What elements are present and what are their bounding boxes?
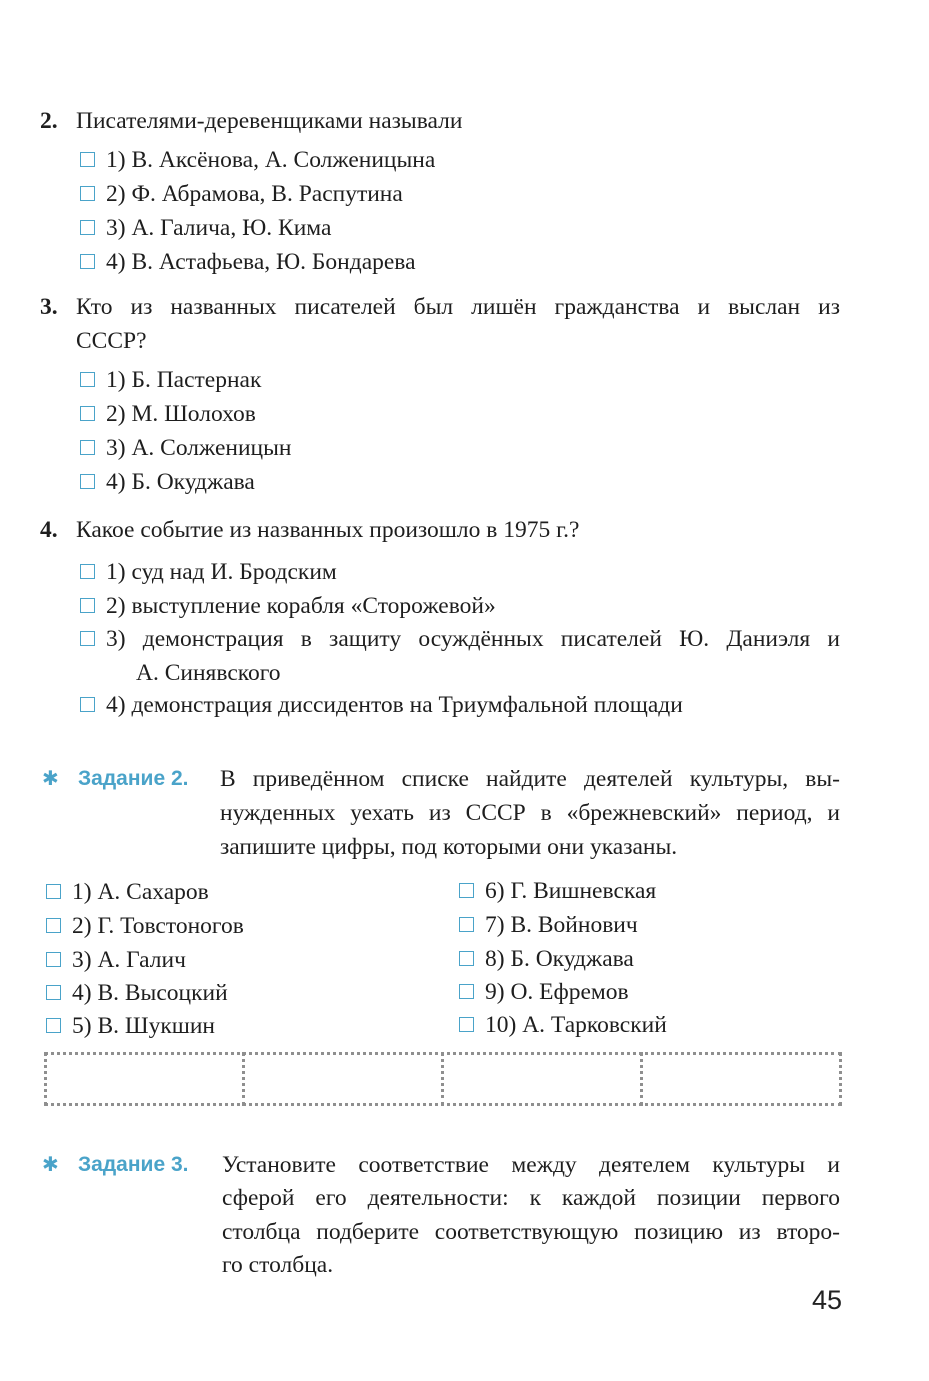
checkbox-icon[interactable] <box>80 152 95 167</box>
question-text: СССР? <box>76 328 147 354</box>
question-text: Писателями-деревенщиками называли <box>76 108 463 134</box>
checkbox-icon[interactable] <box>459 917 474 932</box>
option-label: 1) Б. Пастернак <box>106 367 262 393</box>
question-number: 3. <box>40 294 58 320</box>
task-3-title: Задание 3. <box>78 1153 189 1176</box>
option-label: 2) выступление корабля «Сторожевой» <box>106 593 496 619</box>
option-label: 3) демонстрация в защиту осуждённых писателей Ю. Даниэля и <box>106 626 840 652</box>
option-label: 2) Г. Товстоногов <box>72 913 244 939</box>
task-3-text: столбца подберите соответствующую позицию из второ- <box>222 1219 840 1245</box>
task-3-text: сферой его деятельности: к каждой позиции первого <box>222 1185 840 1211</box>
answer-grid <box>44 1052 842 1106</box>
answer-grid-divider <box>44 1052 47 1106</box>
option-label: 1) А. Сахаров <box>72 879 209 905</box>
checkbox-icon[interactable] <box>80 406 95 421</box>
option-label: 1) В. Аксёнова, А. Солженицына <box>106 147 436 173</box>
answer-grid-divider <box>839 1052 842 1106</box>
option-label: 4) В. Высоцкий <box>72 980 228 1006</box>
checkbox-icon[interactable] <box>80 631 95 646</box>
task-2-text: запишите цифры, под которыми они указаны. <box>220 834 678 860</box>
checkbox-icon[interactable] <box>80 564 95 579</box>
checkbox-icon[interactable] <box>459 1017 474 1032</box>
option-label: 1) суд над И. Бродским <box>106 559 337 585</box>
page-number: 45 <box>812 1285 843 1315</box>
checkbox-icon[interactable] <box>80 440 95 455</box>
answer-grid-divider <box>242 1052 245 1106</box>
option-label: 2) Ф. Абрамова, В. Распутина <box>106 181 403 207</box>
checkbox-icon[interactable] <box>459 883 474 898</box>
answer-grid-divider <box>640 1052 643 1106</box>
option-label: 8) Б. Окуджава <box>485 946 634 972</box>
checkbox-icon[interactable] <box>80 186 95 201</box>
option-label: 6) Г. Вишневская <box>485 878 657 904</box>
answer-grid-divider <box>441 1052 444 1106</box>
option-label: 4) В. Астафьева, Ю. Бондарева <box>106 249 416 275</box>
question-number: 2. <box>40 108 58 134</box>
option-label: 5) В. Шукшин <box>72 1013 215 1039</box>
task-2-text: нужденных уехать из СССР в «брежневский» период, и <box>220 800 840 826</box>
option-label: 3) А. Галич <box>72 947 186 973</box>
checkbox-icon[interactable] <box>459 984 474 999</box>
checkbox-icon[interactable] <box>80 372 95 387</box>
option-label: 9) О. Ефремов <box>485 979 629 1005</box>
task-3-text: Установите соответствие между деятелем культуры и <box>222 1152 840 1178</box>
question-text: Кто из названных писателей был лишён гражданства и выслан из <box>76 294 840 320</box>
checkbox-icon[interactable] <box>80 598 95 613</box>
checkbox-icon[interactable] <box>459 951 474 966</box>
checkbox-icon[interactable] <box>80 220 95 235</box>
checkbox-icon[interactable] <box>46 1018 61 1033</box>
task-3-text: го столбца. <box>222 1252 334 1278</box>
option-checkbox[interactable] <box>80 622 840 690</box>
question-text: Какое событие из названных произошло в 1975 г.? <box>76 517 580 543</box>
option-label: 10) А. Тарковский <box>485 1012 667 1038</box>
task-2-text: В приведённом списке найдите деятелей культуры, вы- <box>220 766 840 792</box>
checkbox-icon[interactable] <box>46 884 61 899</box>
option-label: 3) А. Галича, Ю. Кима <box>106 215 332 241</box>
checkbox-icon[interactable] <box>80 474 95 489</box>
question-number: 4. <box>40 517 58 543</box>
option-label: 3) А. Солженицын <box>106 435 292 461</box>
option-label-continuation: А. Синявского <box>136 660 281 686</box>
checkbox-icon[interactable] <box>80 697 95 712</box>
task-2-title: Задание 2. <box>78 767 189 790</box>
option-label: 7) В. Войнович <box>485 912 638 938</box>
checkbox-icon[interactable] <box>80 254 95 269</box>
checkbox-icon[interactable] <box>46 985 61 1000</box>
asterisk-icon: ✱ <box>42 768 59 790</box>
option-label: 4) Б. Окуджава <box>106 469 255 495</box>
checkbox-icon[interactable] <box>46 918 61 933</box>
asterisk-icon: ✱ <box>42 1154 59 1176</box>
option-label: 4) демонстрация диссидентов на Триумфальной площади <box>106 692 683 718</box>
checkbox-icon[interactable] <box>46 952 61 967</box>
option-label: 2) М. Шолохов <box>106 401 256 427</box>
